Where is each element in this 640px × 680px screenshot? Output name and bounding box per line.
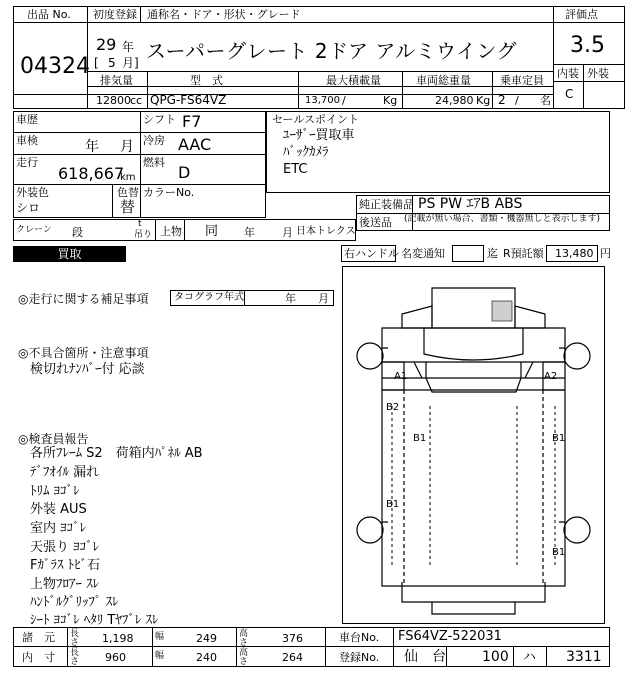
upper-maker: 日本トレクス bbox=[296, 226, 356, 237]
inspector-line: 各所ﾌﾚｰﾑ S2 荷箱内ﾊﾟﾈﾙ AB bbox=[30, 446, 203, 461]
reg-label: 登録No. bbox=[339, 651, 380, 664]
wheel-rear-right bbox=[564, 517, 590, 543]
crane-hoist-label: 吊り bbox=[134, 230, 153, 240]
shift-value: F7 bbox=[182, 112, 202, 131]
color-no-label: カラーNo. bbox=[143, 186, 195, 199]
interior-score: C bbox=[565, 87, 574, 101]
docs-label: 後送品 bbox=[359, 216, 392, 229]
exterior-color-label: 外装色 bbox=[16, 186, 49, 199]
inner-length-value: 960 bbox=[105, 651, 126, 664]
tacho-year: 年 bbox=[285, 292, 296, 305]
supplement-title: ◎走行に関する補足事項 bbox=[18, 292, 149, 306]
reg-month-unit: 月] bbox=[122, 56, 139, 70]
equipment-label: 純正装備品 bbox=[359, 198, 414, 211]
capacity-unit: 名 bbox=[540, 94, 551, 107]
inner-width-label: 幅 bbox=[155, 651, 165, 661]
tacho-label: タコグラフ年式 bbox=[174, 292, 244, 303]
ac-value: AAC bbox=[178, 135, 212, 154]
mark-b1-left: B1 bbox=[413, 433, 427, 444]
reg-month: 5 bbox=[108, 56, 116, 70]
score-value: 3.5 bbox=[570, 33, 605, 58]
inner-height-value: 264 bbox=[282, 651, 303, 664]
cab-left-panel bbox=[402, 306, 432, 328]
spec-length-value: 1,198 bbox=[102, 632, 134, 645]
vehicle-name-label: 通称名・ドア・形状・グレード bbox=[147, 8, 301, 21]
vehicle-name: スーパーグレート 2ドア アルミウイング bbox=[146, 39, 518, 63]
equipment-value: PS PW ｴｱB ABS bbox=[418, 196, 523, 212]
recycle-unit: 円 bbox=[600, 247, 611, 260]
capacity-sep: / bbox=[515, 94, 519, 107]
reg-area: 仙 台 bbox=[404, 649, 446, 665]
ac-label: 冷房 bbox=[143, 134, 165, 147]
score-label: 評価点 bbox=[565, 8, 598, 21]
gross-weight-value: 24,980 bbox=[435, 94, 474, 107]
reg-year-unit: 年 bbox=[122, 40, 135, 54]
color-change-label: 色替 bbox=[117, 186, 139, 199]
upper-same: 同 bbox=[205, 224, 219, 239]
mark-a1: A1 bbox=[394, 371, 408, 382]
inspection-year: 年 bbox=[85, 139, 99, 155]
tacho-month: 月 bbox=[318, 292, 329, 305]
docs-note: (記載が無い場合、書類・機器無しと表示します) bbox=[404, 214, 601, 224]
cab-front bbox=[382, 328, 565, 362]
inspection-month: 月 bbox=[120, 139, 134, 155]
reg-class: 100 bbox=[482, 649, 509, 665]
color-change-value: 替 bbox=[120, 198, 136, 216]
right-hand-label: 右ハンドル bbox=[344, 247, 399, 260]
crane-t-unit: t bbox=[138, 219, 142, 229]
inspector-line: ﾃﾞﾌｵｲﾙ 漏れ bbox=[30, 465, 100, 480]
inspector-line: ﾄﾘﾑ ﾖｺﾞﾚ bbox=[30, 484, 80, 499]
spec-label: 諸 元 bbox=[22, 631, 55, 644]
wheel-front-right bbox=[564, 343, 590, 369]
model-label: 型 式 bbox=[190, 74, 223, 87]
cab-right-panel bbox=[515, 306, 545, 328]
max-load-unit: Kg bbox=[383, 94, 398, 107]
inspector-line: 外装 AUS bbox=[30, 502, 87, 517]
cargo-body bbox=[382, 378, 565, 586]
inner-width-value: 240 bbox=[196, 651, 217, 664]
purchase-badge: 買取 bbox=[13, 246, 126, 262]
chassis-value: FS64VZ-522031 bbox=[398, 629, 502, 644]
inner-height-label: 高さ bbox=[239, 648, 249, 667]
lot-number: 04324 bbox=[20, 54, 90, 79]
interior-label: 内装 bbox=[557, 67, 579, 80]
sales-point-line-3: ETC bbox=[283, 162, 308, 177]
crane-label: クレーン bbox=[16, 225, 52, 235]
inner-label: 内 寸 bbox=[22, 651, 55, 664]
capacity-label: 乗車定員 bbox=[500, 74, 544, 87]
spec-width-value: 249 bbox=[196, 632, 217, 645]
inner-length-label: 長さ bbox=[70, 648, 80, 667]
spec-height-label: 高さ bbox=[239, 629, 249, 648]
lot-label: 出品 No. bbox=[27, 8, 71, 21]
name-change-box bbox=[452, 245, 484, 262]
first-reg-label: 初度登録 bbox=[93, 8, 137, 21]
inspector-line: ﾊﾝﾄﾞﾙｸﾞﾘｯﾌﾟ ｽﾚ bbox=[30, 595, 119, 610]
truck-diagram bbox=[342, 266, 605, 624]
upper-month: 月 bbox=[282, 226, 293, 239]
bumper bbox=[382, 362, 565, 378]
reg-number: 3311 bbox=[566, 649, 602, 665]
rear-bumper bbox=[402, 582, 545, 602]
inspector-title: ◎検査員報告 bbox=[18, 432, 89, 446]
model-value: QPG-FS64VZ bbox=[150, 93, 227, 107]
gross-weight-unit: Kg bbox=[476, 94, 491, 107]
inspector-line: 室内 ﾖｺﾞﾚ bbox=[30, 521, 87, 536]
upper-year: 年 bbox=[244, 226, 255, 239]
displacement-label: 排気量 bbox=[100, 74, 133, 87]
mark-b2: B2 bbox=[386, 402, 400, 413]
mark-b1-right: B1 bbox=[552, 433, 566, 444]
defects-title: ◎不具合箇所・注意事項 bbox=[18, 346, 149, 360]
name-change-label: 名変通知 bbox=[401, 247, 445, 260]
defects-line: 検切れﾅﾝﾊﾞｰ付 応談 bbox=[30, 362, 145, 377]
fuel-value: D bbox=[178, 163, 191, 182]
recycle-value: 13,480 bbox=[555, 247, 594, 260]
inspector-line: ｼｰﾄ ﾖｺﾞﾚ ﾍﾀﾘ Tﾔﾌﾞﾚ ｽﾚ bbox=[30, 613, 159, 628]
windshield bbox=[424, 328, 523, 360]
mileage-value: 618,667 bbox=[58, 164, 125, 183]
wheel-rear-left bbox=[357, 517, 383, 543]
wheel-front-left bbox=[357, 343, 383, 369]
max-load-sep: / bbox=[342, 94, 346, 107]
mileage-label: 走行 bbox=[16, 156, 38, 169]
displacement-unit: cc bbox=[130, 94, 143, 107]
chassis-rail bbox=[426, 362, 521, 392]
inspection-label: 車検 bbox=[16, 134, 38, 147]
spec-length-label: 長さ bbox=[70, 629, 80, 648]
sales-point-label: セールスポイント bbox=[272, 113, 360, 126]
reg-year: 29 bbox=[96, 35, 117, 54]
reg-month-bracket: [ bbox=[94, 56, 99, 70]
max-load-label: 最大積載量 bbox=[326, 74, 381, 87]
sales-point-line-2: ﾊﾞｯｸｶﾒﾗ bbox=[283, 145, 329, 160]
exterior-color-value: シロ bbox=[16, 201, 41, 215]
gross-weight-label: 車両総重量 bbox=[416, 74, 471, 87]
mark-a2: A2 bbox=[544, 371, 558, 382]
max-load-value: 13,700 bbox=[305, 95, 340, 106]
displacement-value: 12800 bbox=[96, 94, 131, 107]
spec-width-label: 幅 bbox=[155, 632, 165, 642]
capacity-value: 2 bbox=[498, 93, 506, 107]
exterior-label: 外装 bbox=[587, 67, 609, 80]
fuel-label: 燃料 bbox=[143, 156, 165, 169]
spec-height-value: 376 bbox=[282, 632, 303, 645]
cab-shade bbox=[492, 301, 512, 321]
inspector-line: Fｶﾞﾗｽ ﾄﾋﾞ石 bbox=[30, 558, 101, 573]
mark-b1-lower: B1 bbox=[386, 499, 400, 510]
upper-label: 上物 bbox=[160, 225, 182, 238]
reg-kana: ハ bbox=[523, 650, 537, 665]
crane-stage-unit: 段 bbox=[72, 226, 83, 239]
chassis-label: 車台No. bbox=[339, 631, 380, 644]
inspector-line: 天張り ﾖｺﾞﾚ bbox=[30, 540, 100, 555]
mileage-unit: km bbox=[120, 172, 136, 183]
history-label: 車歴 bbox=[16, 113, 38, 126]
inspector-line: 上物ﾌﾛｱｰ ｽﾚ bbox=[30, 577, 100, 592]
shift-label: シフト bbox=[143, 113, 176, 126]
recycle-label: R預託額 bbox=[503, 247, 544, 260]
sales-point-line-1: ﾕｰｻﾞｰ買取車 bbox=[283, 128, 355, 143]
kana-label: 迄 bbox=[487, 247, 498, 260]
mark-b1-bottom: B1 bbox=[552, 547, 566, 558]
